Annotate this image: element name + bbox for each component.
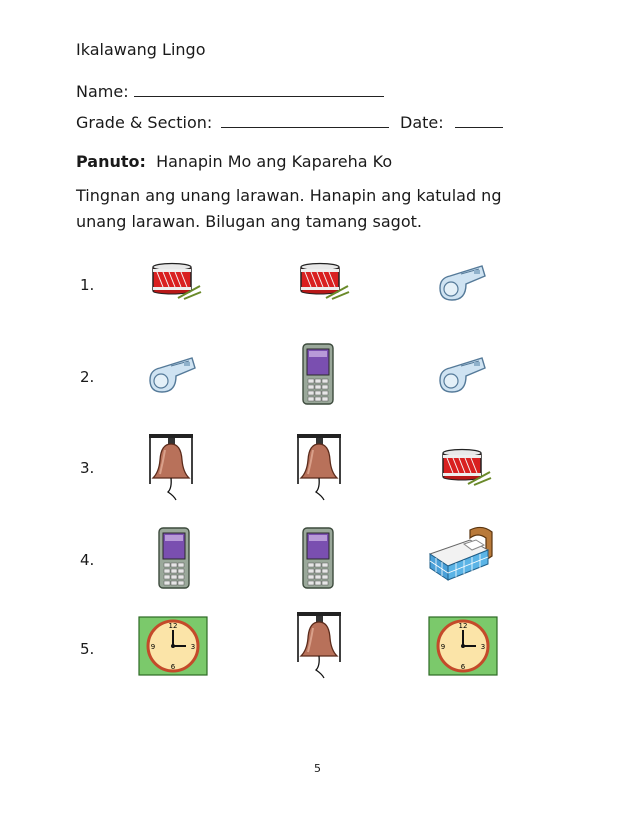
item-number-1: 1. — [80, 276, 95, 294]
bell-icon[interactable] — [296, 432, 342, 502]
item-number-2: 2. — [80, 368, 95, 386]
date-label: Date: — [400, 113, 444, 132]
bell-icon[interactable] — [296, 610, 342, 680]
item-number-5: 5. — [80, 640, 95, 658]
whistle-icon[interactable] — [436, 354, 488, 396]
clock-label-9: 9 — [440, 643, 446, 651]
clock-label-9: 9 — [150, 643, 156, 651]
bed-icon[interactable] — [426, 524, 496, 584]
item-number-3: 3. — [80, 459, 95, 477]
clock-label-12: 12 — [458, 622, 468, 630]
clock-icon[interactable] — [138, 616, 208, 676]
drum-icon[interactable] — [298, 262, 350, 302]
clock-label-3: 3 — [480, 643, 486, 651]
clock-label-3: 3 — [190, 643, 196, 651]
whistle-icon[interactable] — [146, 354, 198, 396]
grade-section-field[interactable] — [221, 127, 389, 128]
week-title: Ikalawang Lingo — [76, 40, 206, 59]
grade-section-label: Grade & Section: — [76, 113, 213, 132]
date-field[interactable] — [455, 127, 503, 128]
name-label: Name: — [76, 82, 129, 101]
name-field[interactable] — [134, 96, 384, 97]
instruction-title: Hanapin Mo ang Kapareha Ko — [156, 152, 393, 171]
clock-label-12: 12 — [168, 622, 178, 630]
bell-icon[interactable] — [148, 432, 194, 502]
whistle-icon[interactable] — [436, 262, 488, 304]
item-number-4: 4. — [80, 551, 95, 569]
clock-label-6: 6 — [170, 663, 176, 671]
drum-icon[interactable] — [150, 262, 202, 302]
clock-icon[interactable] — [428, 616, 498, 676]
drum-icon[interactable] — [440, 448, 492, 488]
page-number: 5 — [314, 762, 321, 775]
instruction-line-2: unang larawan. Bilugan ang tamang sagot. — [76, 212, 422, 231]
instruction-line-1: Tingnan ang unang larawan. Hanapin ang katulad ng — [76, 186, 502, 205]
instruction-label: Panuto: — [76, 152, 146, 171]
cellphone-icon[interactable] — [156, 526, 192, 590]
cellphone-icon[interactable] — [300, 526, 336, 590]
instruction-heading — [76, 152, 392, 171]
cellphone-icon[interactable] — [300, 342, 336, 406]
clock-label-6: 6 — [460, 663, 466, 671]
